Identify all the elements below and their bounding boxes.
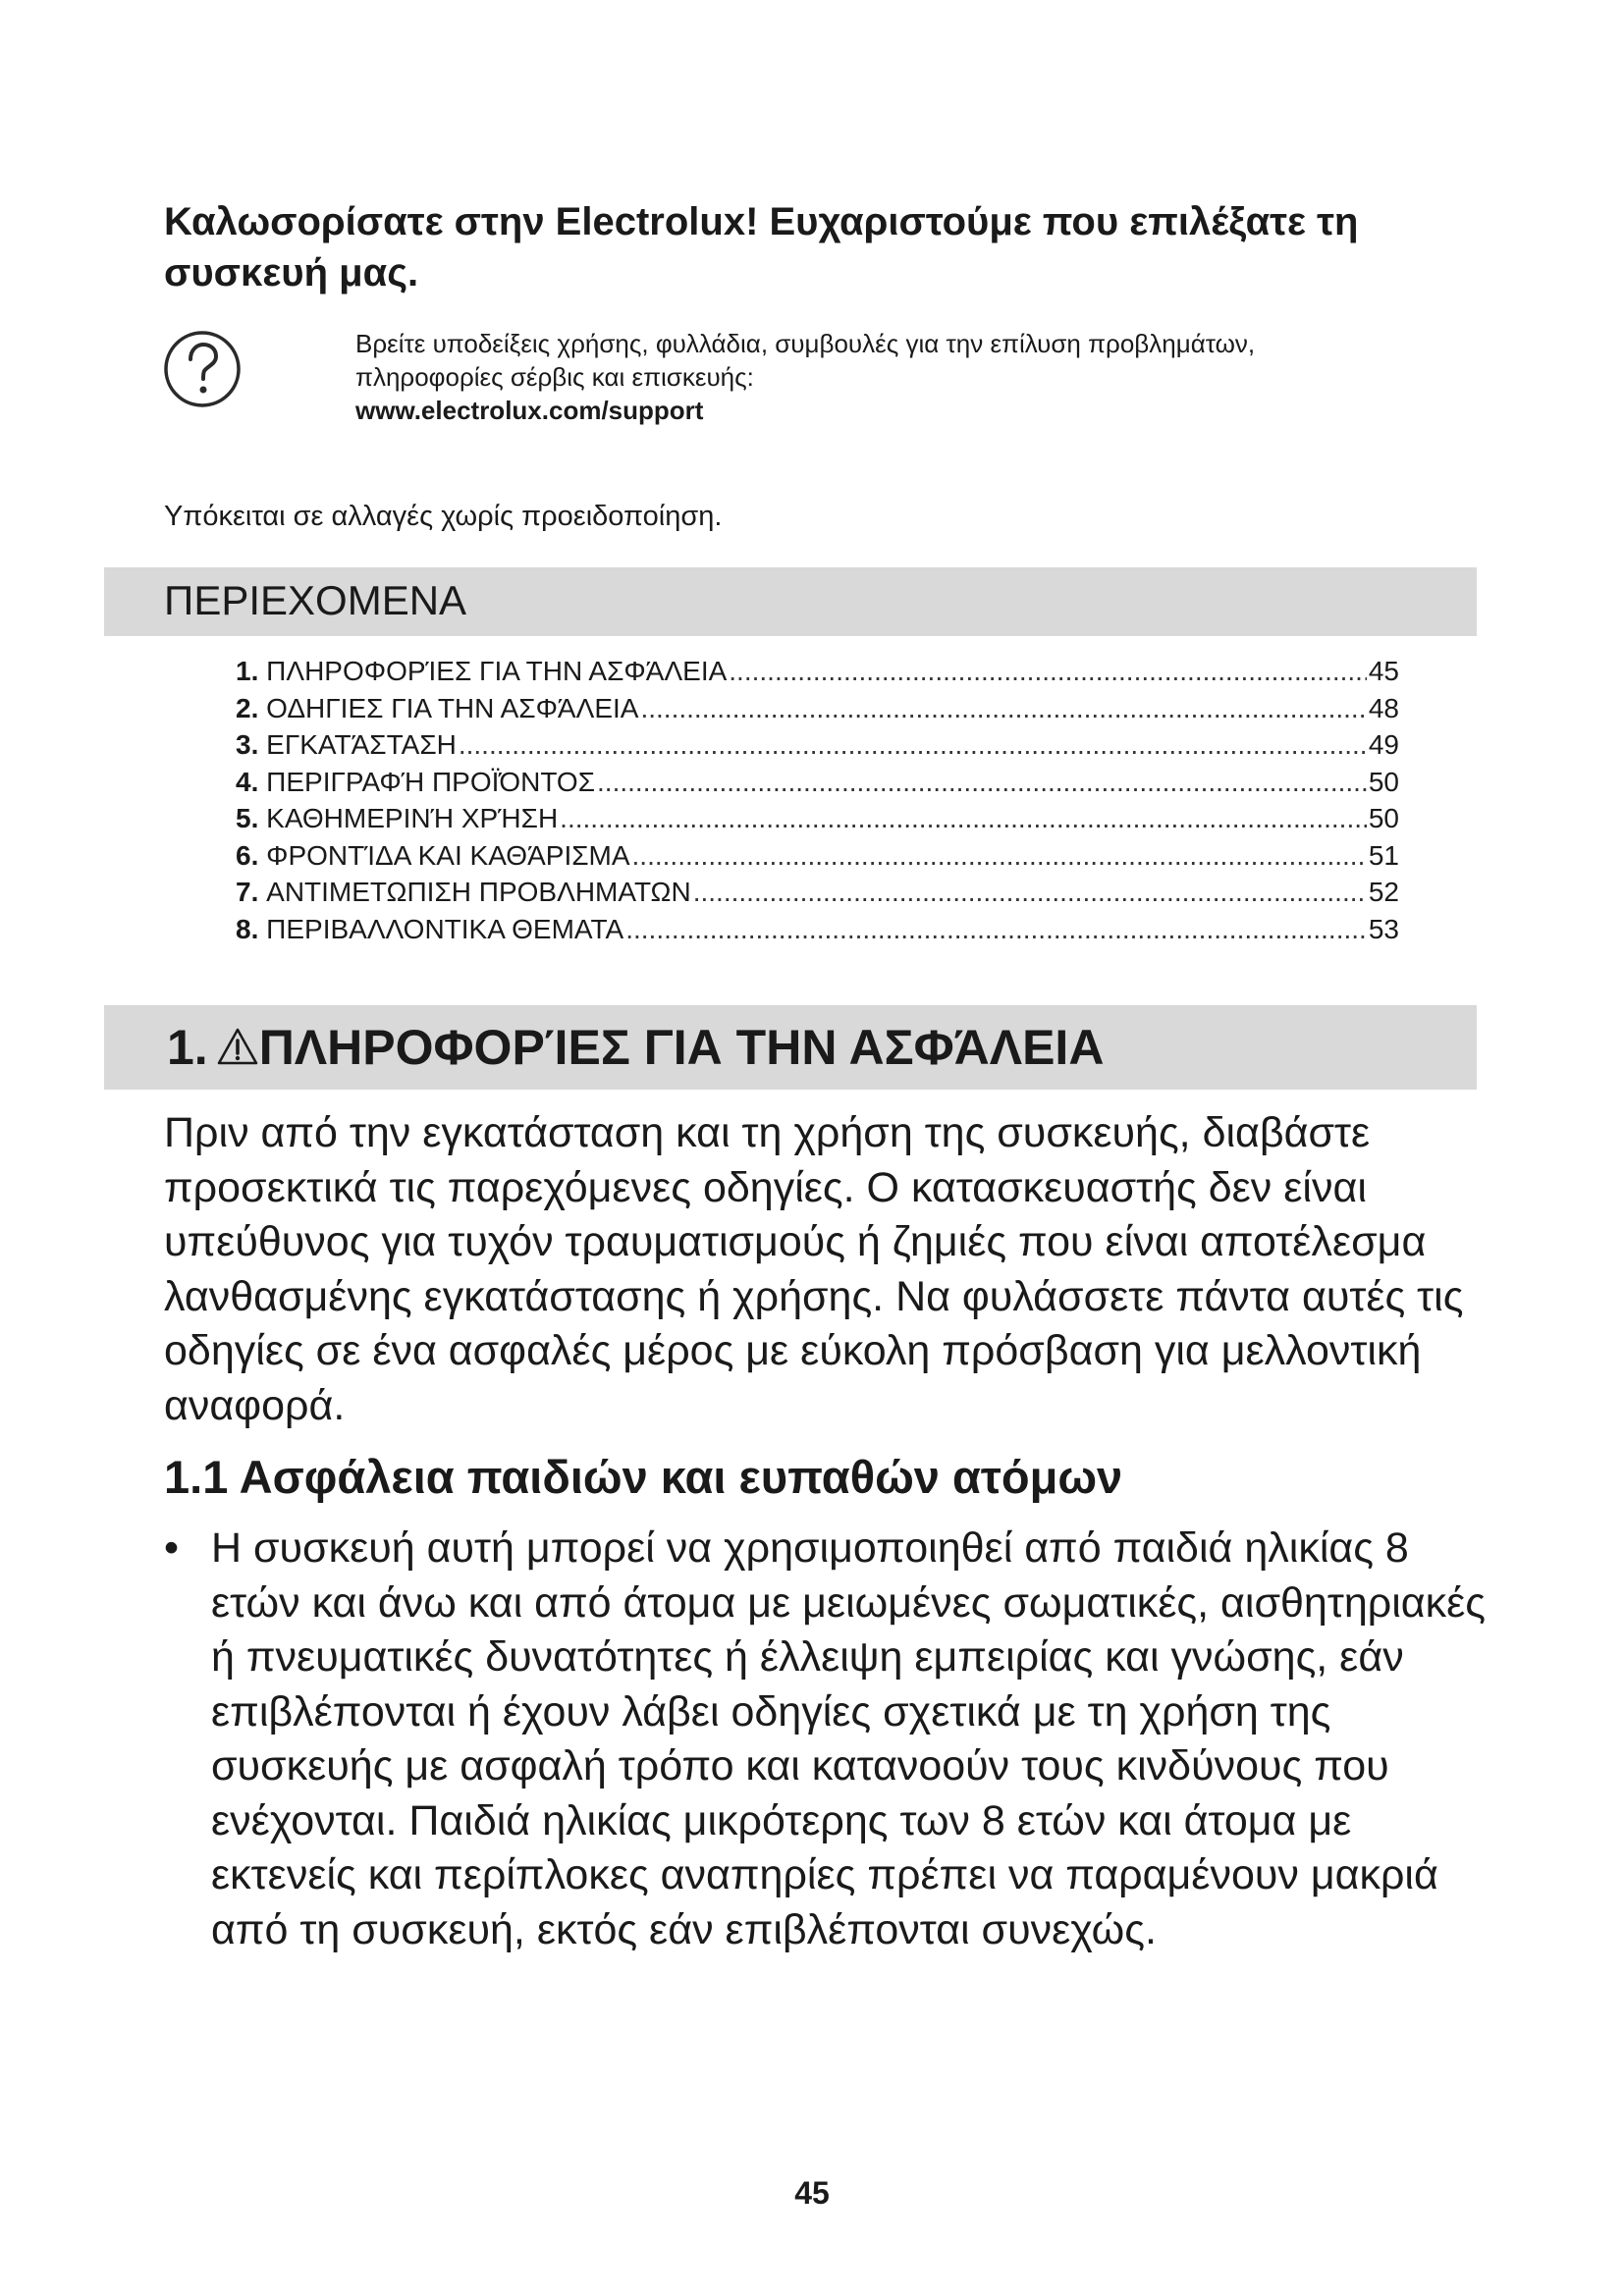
toc-entry-page: 50 bbox=[1368, 766, 1399, 797]
toc-entry[interactable] bbox=[236, 914, 1399, 951]
toc-entry-number: 5. bbox=[236, 803, 259, 833]
subsection-heading: 1.1 Ασφάλεια παιδιών και ευπαθών ατόμων bbox=[164, 1451, 1123, 1503]
change-notice: Υπόκειται σε αλλαγές χωρίς προειδοποίηση. bbox=[164, 501, 723, 532]
toc-entry-page: 51 bbox=[1368, 839, 1399, 871]
toc-entry-page: 50 bbox=[1368, 803, 1399, 833]
toc-leader-dots bbox=[597, 767, 1367, 798]
section-number: 1. bbox=[167, 1020, 208, 1075]
support-text-line2: πληροφορίες σέρβις και επισκευής: bbox=[355, 362, 754, 392]
toc-entry-label: ΠΛΗΡΟΦΟΡΊΕΣ ΓΙΑ ΤΗΝ ΑΣΦΆΛΕΙΑ bbox=[266, 656, 728, 686]
toc-entry-label: ΟΔΗΓΙΕΣ ΓΙΑ ΤΗΝ ΑΣΦΆΛΕΙΑ bbox=[266, 692, 639, 723]
toc-entry[interactable] bbox=[236, 693, 1399, 730]
toc-entry-number: 3. bbox=[236, 729, 259, 760]
toc-title: ΠΕΡΙΕΧΟΜΕΝΑ bbox=[164, 577, 467, 623]
toc-entry[interactable] bbox=[236, 729, 1399, 767]
toc-entry-label: ΠΕΡΙΓΡΑΦΉ ΠΡΟΪΌΝΤΟΣ bbox=[266, 766, 596, 797]
toc-entry[interactable] bbox=[236, 803, 1399, 840]
warning-triangle-icon bbox=[216, 1027, 259, 1066]
toc-entry-number: 6. bbox=[236, 839, 259, 871]
toc-entry-number: 4. bbox=[236, 766, 259, 797]
toc-entry-page: 52 bbox=[1368, 877, 1399, 907]
bullet-text: Η συσκευή αυτή μπορεί να χρησιμοποιηθεί από παιδιά ηλικίας 8 ετών και άνω και από άτομα με μειωμένες σωματικές, αισθητηριακές ή πνευματικές δυνατότητες ή έλλειψη εμπειρίας και γνώσης, εάν επιβλέπονται ή έχουν λάβει οδηγίες σχετικά με τη χρήση της συσκευής με ασφαλή τρόπο και κατανοούν τους κινδύνους που ενέχονται. Παιδιά ηλικίας μικρότερης των 8 ετών και άτομα με εκτενείς και περίπλοκες αναπηρίες πρέπει να παραμένουν μακριά από τη συσκευή, εκτός εάν επιβλέπονται συνεχώς. bbox=[211, 1524, 1486, 1953]
toc-entry-page: 49 bbox=[1368, 729, 1399, 760]
toc-entry-number: 1. bbox=[236, 656, 259, 686]
table-of-contents bbox=[236, 656, 1399, 950]
toc-leader-dots bbox=[632, 840, 1367, 872]
toc-entry-page: 53 bbox=[1368, 913, 1399, 944]
support-info bbox=[355, 327, 1475, 427]
bullet-point: • bbox=[164, 1524, 180, 1572]
toc-entry-number: 7. bbox=[236, 877, 259, 907]
toc-entry-number: 2. bbox=[236, 692, 259, 723]
toc-leader-dots bbox=[459, 729, 1367, 761]
toc-leader-dots bbox=[640, 693, 1366, 724]
toc-entry[interactable] bbox=[236, 840, 1399, 878]
section-intro-paragraph: Πριν από την εγκατάσταση και τη χρήση της συσκευής, διαβάστε προσεκτικά τις παρεχόμενες οδηγίες. Ο κατασκευαστής δεν είναι υπεύθυνος για τυχόν τραυματισμούς ή ζημιές που είναι αποτέλεσμα λανθασμένης εγκατάστασης ή χρήσης. Να φυλάσσετε πάντα αυτές τις οδηγίες σε ένα ασφαλές μέρος με εύκολη πρόσβαση για μελλοντική αναφορά. bbox=[164, 1109, 1464, 1429]
toc-leader-dots bbox=[693, 877, 1367, 908]
welcome-heading: Καλωσορίσατε στην Electrolux! Ευχαριστούμε που επιλέξατε τη συσκευή μας. bbox=[164, 200, 1359, 294]
toc-entry-label: ΕΓΚΑΤΆΣΤΑΣΗ bbox=[266, 729, 457, 760]
toc-leader-dots bbox=[625, 914, 1367, 945]
question-circle-icon bbox=[162, 329, 243, 409]
toc-leader-dots bbox=[560, 803, 1367, 834]
section-heading bbox=[167, 1018, 1104, 1077]
support-text-line1: Βρείτε υποδείξεις χρήσης, φυλλάδια, συμβουλές για την επίλυση προβλημάτων, bbox=[355, 329, 1256, 358]
section-title: ΠΛΗΡΟΦΟΡΊΕΣ ΓΙΑ ΤΗΝ ΑΣΦΆΛΕΙΑ bbox=[258, 1020, 1105, 1075]
toc-leader-dots bbox=[729, 656, 1367, 687]
toc-entry-label: ΠΕΡΙΒΑΛΛΟΝΤΙΚΑ ΘΕΜΑΤΑ bbox=[266, 913, 624, 944]
toc-entry-label: ΑΝΤΙΜΕΤΩΠΙΣΗ ΠΡΟΒΛΗΜΑΤΩΝ bbox=[266, 877, 691, 907]
page-number: 45 bbox=[794, 2175, 830, 2211]
toc-entry-label: ΦΡΟΝΤΊΔΑ ΚΑΙ ΚΑΘΆΡΙΣΜΑ bbox=[266, 839, 630, 871]
toc-entry-page: 48 bbox=[1368, 692, 1399, 723]
toc-entry[interactable] bbox=[236, 656, 1399, 693]
support-url-link[interactable]: www.electrolux.com/support bbox=[355, 396, 704, 425]
toc-entry-label: ΚΑΘΗΜΕΡΙΝΉ ΧΡΉΣΗ bbox=[266, 803, 559, 833]
toc-entry-number: 8. bbox=[236, 913, 259, 944]
toc-entry[interactable] bbox=[236, 877, 1399, 914]
toc-entry[interactable] bbox=[236, 767, 1399, 804]
toc-entry-page: 45 bbox=[1368, 656, 1399, 686]
